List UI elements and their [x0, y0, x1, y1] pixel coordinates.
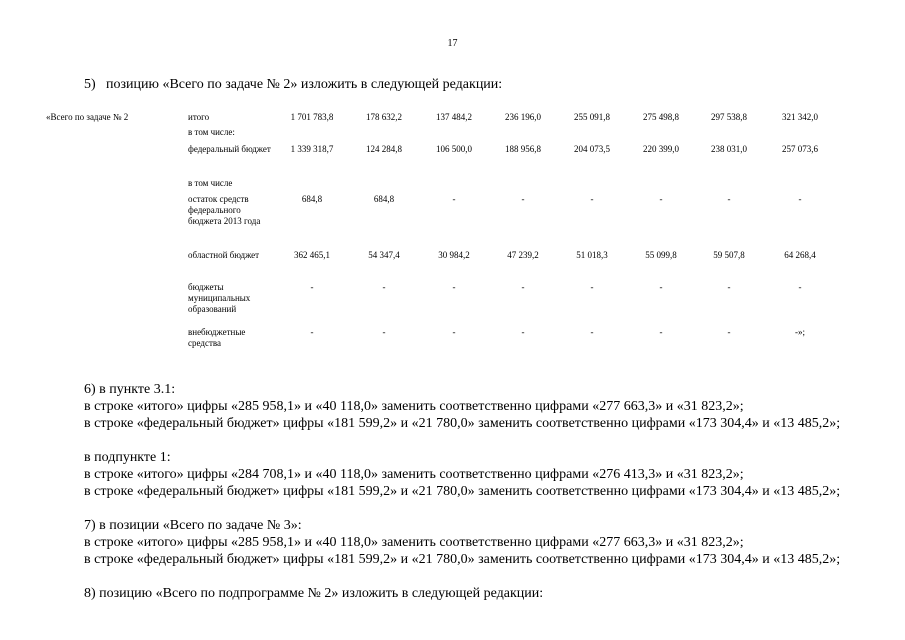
row-label: остаток средств федерального бюджета 2013 года [188, 194, 261, 226]
value-cell: - [659, 194, 663, 204]
value-cell: 55 099,8 [645, 250, 677, 260]
value-cell: - [310, 282, 314, 292]
paragraph-6: 6) в пункте 3.1: [84, 382, 176, 397]
value-cell: 236 196,0 [505, 112, 541, 122]
value-cell: - [659, 327, 663, 337]
row-label: в том числе: [188, 127, 235, 137]
value-cell: 255 091,8 [574, 112, 610, 122]
paragraph-7: 7) в позиции «Всего по задаче № 3»: [84, 518, 302, 533]
value-cell: - [727, 282, 731, 292]
paragraph-8: 8) позицию «Всего по подпрограмме № 2» изложить в следующей редакции: [84, 586, 544, 601]
row-label: областной бюджет [188, 250, 260, 260]
value-cell: 124 284,8 [366, 144, 402, 154]
value-cell: - [590, 194, 594, 204]
value-cell: 51 018,3 [576, 250, 608, 260]
value-cell: 47 239,2 [507, 250, 539, 260]
value-cell: - [521, 282, 525, 292]
value-cell: - [727, 327, 731, 337]
row-label: внебюджетные средства [188, 327, 246, 348]
value-cell: - [798, 194, 802, 204]
value-cell: - [382, 282, 386, 292]
value-cell: 321 342,0 [782, 112, 818, 122]
value-cell: 59 507,8 [713, 250, 745, 260]
value-cell: - [521, 327, 525, 337]
value-cell: - [452, 194, 456, 204]
value-cell: 30 984,2 [438, 250, 470, 260]
value-cell: 188 956,8 [505, 144, 541, 154]
heading-text: позицию «Всего по задаче № 2» изложить в следующей редакции: [106, 77, 503, 92]
row-label: в том числе [188, 178, 233, 188]
value-cell: 275 498,8 [643, 112, 679, 122]
value-cell: 178 632,2 [366, 112, 402, 122]
value-cell: 257 073,6 [782, 144, 818, 154]
page-number: 17 [447, 38, 458, 49]
value-cell: - [521, 194, 525, 204]
heading-number: 5) [84, 77, 96, 92]
value-cell: 64 268,4 [784, 250, 816, 260]
value-cell: - [727, 194, 731, 204]
paragraph-sub-federal: в строке «федеральный бюджет» цифры «181 599,2» и «21 780,0» заменить соответственно цифрами «173 304,4» и «13 485,2»; [84, 484, 841, 499]
value-cell: 1 701 783,8 [290, 112, 334, 122]
value-cell: 220 399,0 [643, 144, 679, 154]
value-cell: 684,8 [301, 194, 323, 204]
table-first-cell: «Всего по задаче № 2 [46, 112, 129, 122]
value-cell: 204 073,5 [574, 144, 610, 154]
value-cell: - [382, 327, 386, 337]
value-cell: - [798, 282, 802, 292]
value-cell: 362 465,1 [294, 250, 330, 260]
value-cell: - [452, 327, 456, 337]
value-cell: 238 031,0 [711, 144, 747, 154]
value-cell: - [452, 282, 456, 292]
paragraph-7-itogo: в строке «итого» цифры «285 958,1» и «40 118,0» заменить соответственно цифрами «277 663,3» и «31 823,2»; [84, 535, 744, 550]
value-cell: 684,8 [373, 194, 395, 204]
value-cell: -»; [795, 327, 805, 337]
value-cell: 1 339 318,7 [290, 144, 334, 154]
paragraph-sub-itogo: в строке «итого» цифры «284 708,1» и «40 118,0» заменить соответственно цифрами «276 413,3» и «31 823,2»; [84, 467, 744, 482]
paragraph-7-federal: в строке «федеральный бюджет» цифры «181 599,2» и «21 780,0» заменить соответственно цифрами «173 304,4» и «13 485,2»; [84, 552, 841, 567]
value-cell: 54 347,4 [368, 250, 400, 260]
paragraph-6-itogo: в строке «итого» цифры «285 958,1» и «40 118,0» заменить соответственно цифрами «277 663,3» и «31 823,2»; [84, 399, 744, 414]
value-cell: - [310, 327, 314, 337]
paragraph-subpoint-1: в подпункте 1: [84, 450, 171, 465]
value-cell: 106 500,0 [436, 144, 472, 154]
row-label: итого [188, 112, 210, 122]
value-cell: - [590, 327, 594, 337]
row-label: бюджеты муниципальных образований [188, 282, 251, 314]
value-cell: - [590, 282, 594, 292]
value-cell: 297 538,8 [711, 112, 747, 122]
paragraph-6-federal: в строке «федеральный бюджет» цифры «181 599,2» и «21 780,0» заменить соответственно цифрами «173 304,4» и «13 485,2»; [84, 416, 841, 431]
row-label: федеральный бюджет [188, 144, 271, 154]
section-heading [84, 77, 502, 93]
value-cell: - [659, 282, 663, 292]
value-cell: 137 484,2 [436, 112, 472, 122]
